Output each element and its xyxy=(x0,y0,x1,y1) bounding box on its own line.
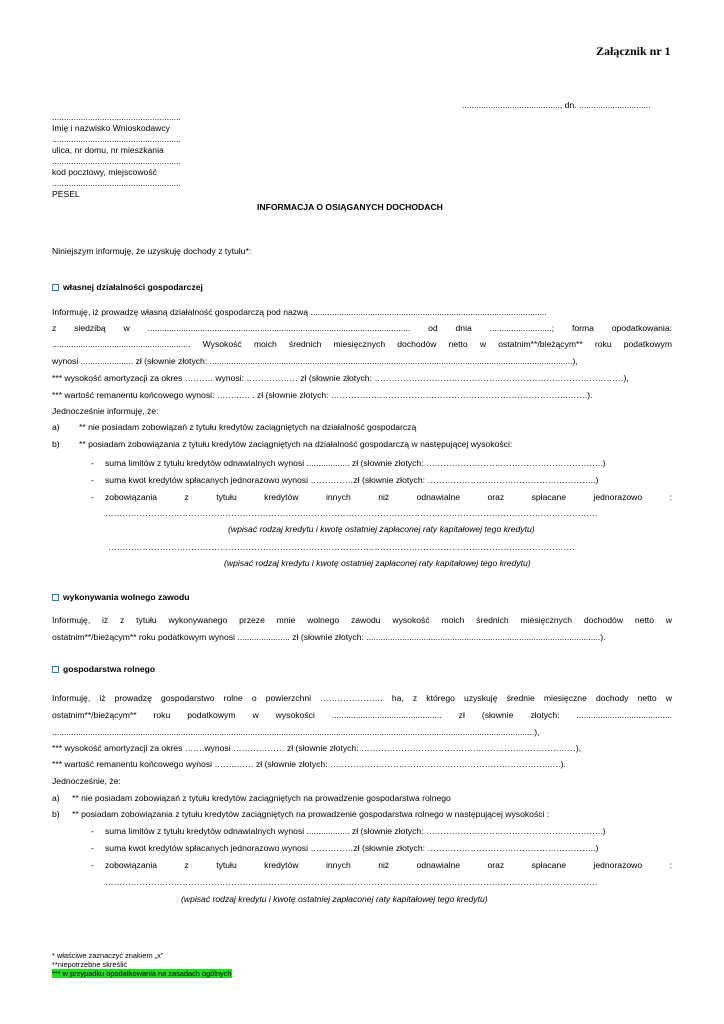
farm-detail-3-word: oraz xyxy=(487,860,505,870)
farm-dash-3: - xyxy=(91,860,94,870)
business-detail-3-word: jednorazowo xyxy=(593,492,643,502)
business-detail-1: suma limitów z tytułu kredytów odnawialnych wynosi .................. zł (słownie złotych: ……………………………………………………..) xyxy=(105,458,606,468)
farm-detail-3-word: jednorazowo xyxy=(593,860,643,870)
applicant-postal-label: kod pocztowy, miejscowość xyxy=(52,167,157,177)
checkbox-icon[interactable] xyxy=(52,284,59,291)
farm-detail-3-word: : xyxy=(669,860,672,870)
farm-detail-3-word: kredytów xyxy=(264,860,299,870)
farm-detail-3-word: innych xyxy=(325,860,351,870)
business-credit-field-1[interactable]: ………………………………………………………………………………………………………………………………………………………. xyxy=(105,508,598,518)
footnote-1: * właściwe zaznaczyć znakiem „x” xyxy=(52,951,164,960)
farm-detail-2: suma kwot kredytów spłacanych jednorazowo wynosi ……………zł (słownie złotych: …………………………………………………..) xyxy=(105,843,599,853)
business-detail-2: suma kwot kredytów spłacanych jednorazowo wynosi ……………zł (słownie złotych: …………………………………………………..) xyxy=(105,475,599,485)
farm-item-a-marker: a) xyxy=(52,793,60,803)
document-title: INFORMACJA O OSIĄGANYCH DOCHODACH xyxy=(257,202,443,212)
farm-detail-3-word: tytułu xyxy=(216,860,237,870)
farm-line-2: ostatnim**/bieżącym** roku podatkowym w wysokości .............................................. zł (słownie złotych: ........................................ xyxy=(52,710,672,720)
business-heading-label: własnej działalności gospodarczej xyxy=(63,282,203,292)
profession-heading-label: wykonywania wolnego zawodu xyxy=(63,592,190,602)
business-dash-1: - xyxy=(91,458,94,468)
profession-line-2: ostatnim**/bieżącym** roku podatkowym wynosi ...................... zł (słownie złotych: ..................................................................................................). xyxy=(52,632,606,642)
farm-credit-field-1[interactable]: ………………………………………………………………………………………………………………………………………………………. xyxy=(105,877,598,887)
farm-credit-note-1: (wpisać rodzaj kredytu i kwotę ostatniej zapłaconej raty kapitałowej tego kredytu) xyxy=(181,894,488,904)
business-item-a-text: ** nie posiadam zobowiązań z tytułu kredytów zaciągniętych na działalność gospodarczą xyxy=(79,422,417,432)
business-detail-3 xyxy=(105,492,672,502)
intro-text: Niniejszym informuję, że uzyskuję dochody z tytułu*: xyxy=(52,246,252,256)
business-detail-3-word: zobowiązania xyxy=(105,492,158,502)
business-line-1: Informuję, iż prowadzę własną działalność gospodarczą pod nazwą ................................................................................................... xyxy=(52,307,547,317)
farm-detail-3-word: zobowiązania xyxy=(105,860,158,870)
business-detail-3-word: oraz xyxy=(487,492,505,502)
business-detail-3-word: tytułu xyxy=(216,492,237,502)
business-credit-field-2[interactable]: ………………………………………………………………………………………………………………………………………………. xyxy=(108,542,575,552)
farm-heading xyxy=(52,664,155,674)
business-line-4: wynosi ...................... zł (słownie złotych: ........................................................................................................................................................), xyxy=(52,356,578,366)
farm-line-4: *** wysokość amortyzacji za okres …….wynosi ……………… zł (słownie złotych: …………………………………………………………………), xyxy=(52,743,582,753)
farm-item-b-marker: b) xyxy=(52,809,60,819)
checkbox-icon[interactable] xyxy=(52,594,59,601)
farm-detail-3-word: niż xyxy=(378,860,390,870)
business-detail-3-word: odnawialne xyxy=(416,492,461,502)
farm-heading-label: gospodarstwa rolnego xyxy=(63,664,156,674)
farm-item-a-text: ** nie posiadam zobowiązań z tytułu kredytów zaciągniętych na prowadzenie gospodarstwa rolnego xyxy=(72,793,451,803)
business-line-6: *** wartość remanentu końcowego wynosi: ……..…. . zł (słownie złotych: ………………………………………………………………………..…….). xyxy=(52,390,593,400)
business-detail-3-word: niż xyxy=(378,492,390,502)
farm-detail-3-word: odnawialne xyxy=(416,860,461,870)
applicant-address-line[interactable]: ...................................................... xyxy=(52,134,181,144)
business-item-b-text: ** posiadam zobowiązania z tytułu kredytów zaciągniętych na działalność gospodarczą w następującej wysokości: xyxy=(79,439,513,449)
business-credit-note-2: (wpisać rodzaj kredytu i kwotę ostatniej zapłaconej raty kapitałowej tego kredytu) xyxy=(224,558,531,568)
farm-line-5: *** wartość remanentu końcowego wynosi ……..…… zł (słownie złotych: …………………………………………………………………..….). xyxy=(52,759,566,769)
business-line-2: z siedzibą w .............................................................................................................. od dnia ..........................; forma opodatkowania: xyxy=(52,323,672,333)
applicant-pesel-label: PESEL xyxy=(52,189,80,199)
place-date-field[interactable]: ........................................., dn. .............................. xyxy=(462,100,651,110)
footnote-2: **niepotrzebne skreślić xyxy=(52,960,128,969)
business-item-b-marker: b) xyxy=(52,439,60,449)
business-detail-3-word: : xyxy=(669,492,672,502)
checkbox-icon[interactable] xyxy=(52,666,59,673)
business-detail-3-word: spłacane xyxy=(531,492,567,502)
profession-line-1: Informuję, iż z tytułu wykonywanego przeze mnie wolnego zawodu wysokość moich średnich miesięcznych dochodów netto w xyxy=(52,615,672,625)
business-dash-2: - xyxy=(91,475,94,485)
farm-detail-3 xyxy=(105,860,672,870)
business-detail-3-word: kredytów xyxy=(264,492,299,502)
annex-label: Załącznik nr 1 xyxy=(596,44,671,58)
farm-line-6: Jednocześnie, że: xyxy=(52,776,121,786)
applicant-pesel-line[interactable]: ...................................................... xyxy=(52,178,181,188)
business-dash-3: - xyxy=(91,492,94,502)
farm-detail-3-word: spłacane xyxy=(531,860,567,870)
farm-dash-1: - xyxy=(91,826,94,836)
business-detail-3-word: innych xyxy=(325,492,351,502)
business-heading xyxy=(52,282,203,292)
farm-detail-1: suma limitów z tytułu kredytów odnawialnych wynosi .................. zł (słownie złotych: ……………………………………………………..) xyxy=(105,826,606,836)
business-item-a-marker: a) xyxy=(52,422,60,432)
profession-heading xyxy=(52,592,190,602)
applicant-postal-line[interactable]: ...................................................... xyxy=(52,156,181,166)
applicant-name-line[interactable]: ...................................................... xyxy=(52,112,181,122)
footnote-3-wrap xyxy=(52,969,232,978)
applicant-address-label: ulica, nr domu, nr mieszkania xyxy=(52,145,164,155)
business-line-5: *** wysokość amortyzacji za okres ………. wynosi: ……………… zł (słownie złotych: ……………………………………………………………………………), xyxy=(52,373,629,383)
farm-detail-3-word: z xyxy=(184,860,189,870)
farm-line-3: ..........................................................................................................................................................................................................), xyxy=(52,727,540,737)
business-credit-note-1: (wpisać rodzaj kredytu i kwotę ostatniej zapłaconej raty kapitałowej tego kredytu) xyxy=(228,524,535,534)
farm-item-b-text: ** posiadam zobowiązania z tytułu kredytów zaciągniętych na prowadzenie gospodarstwa rolnego w następującej wysokości : xyxy=(72,809,550,819)
applicant-name-label: Imię i nazwisko Wnioskodawcy xyxy=(52,123,170,133)
farm-dash-2: - xyxy=(91,843,94,853)
business-detail-3-word: z xyxy=(184,492,189,502)
business-line-7: Jednocześnie informuję, że: xyxy=(52,406,159,416)
business-line-3: .......................................................... Wysokość moich średnich miesięcznych dochodów netto w ostatnim**/bieżącym** roku podatkowym xyxy=(52,339,672,349)
footnote-3-highlight: *** w przypadku opodatkowania na zasadach ogólnych xyxy=(52,969,232,978)
farm-line-1: Informuję, iż prowadzę gospodarstwo rolne o powierzchni …………………. ha, z którego uzyskuję średnie miesięczne dochody netto w xyxy=(52,693,672,703)
